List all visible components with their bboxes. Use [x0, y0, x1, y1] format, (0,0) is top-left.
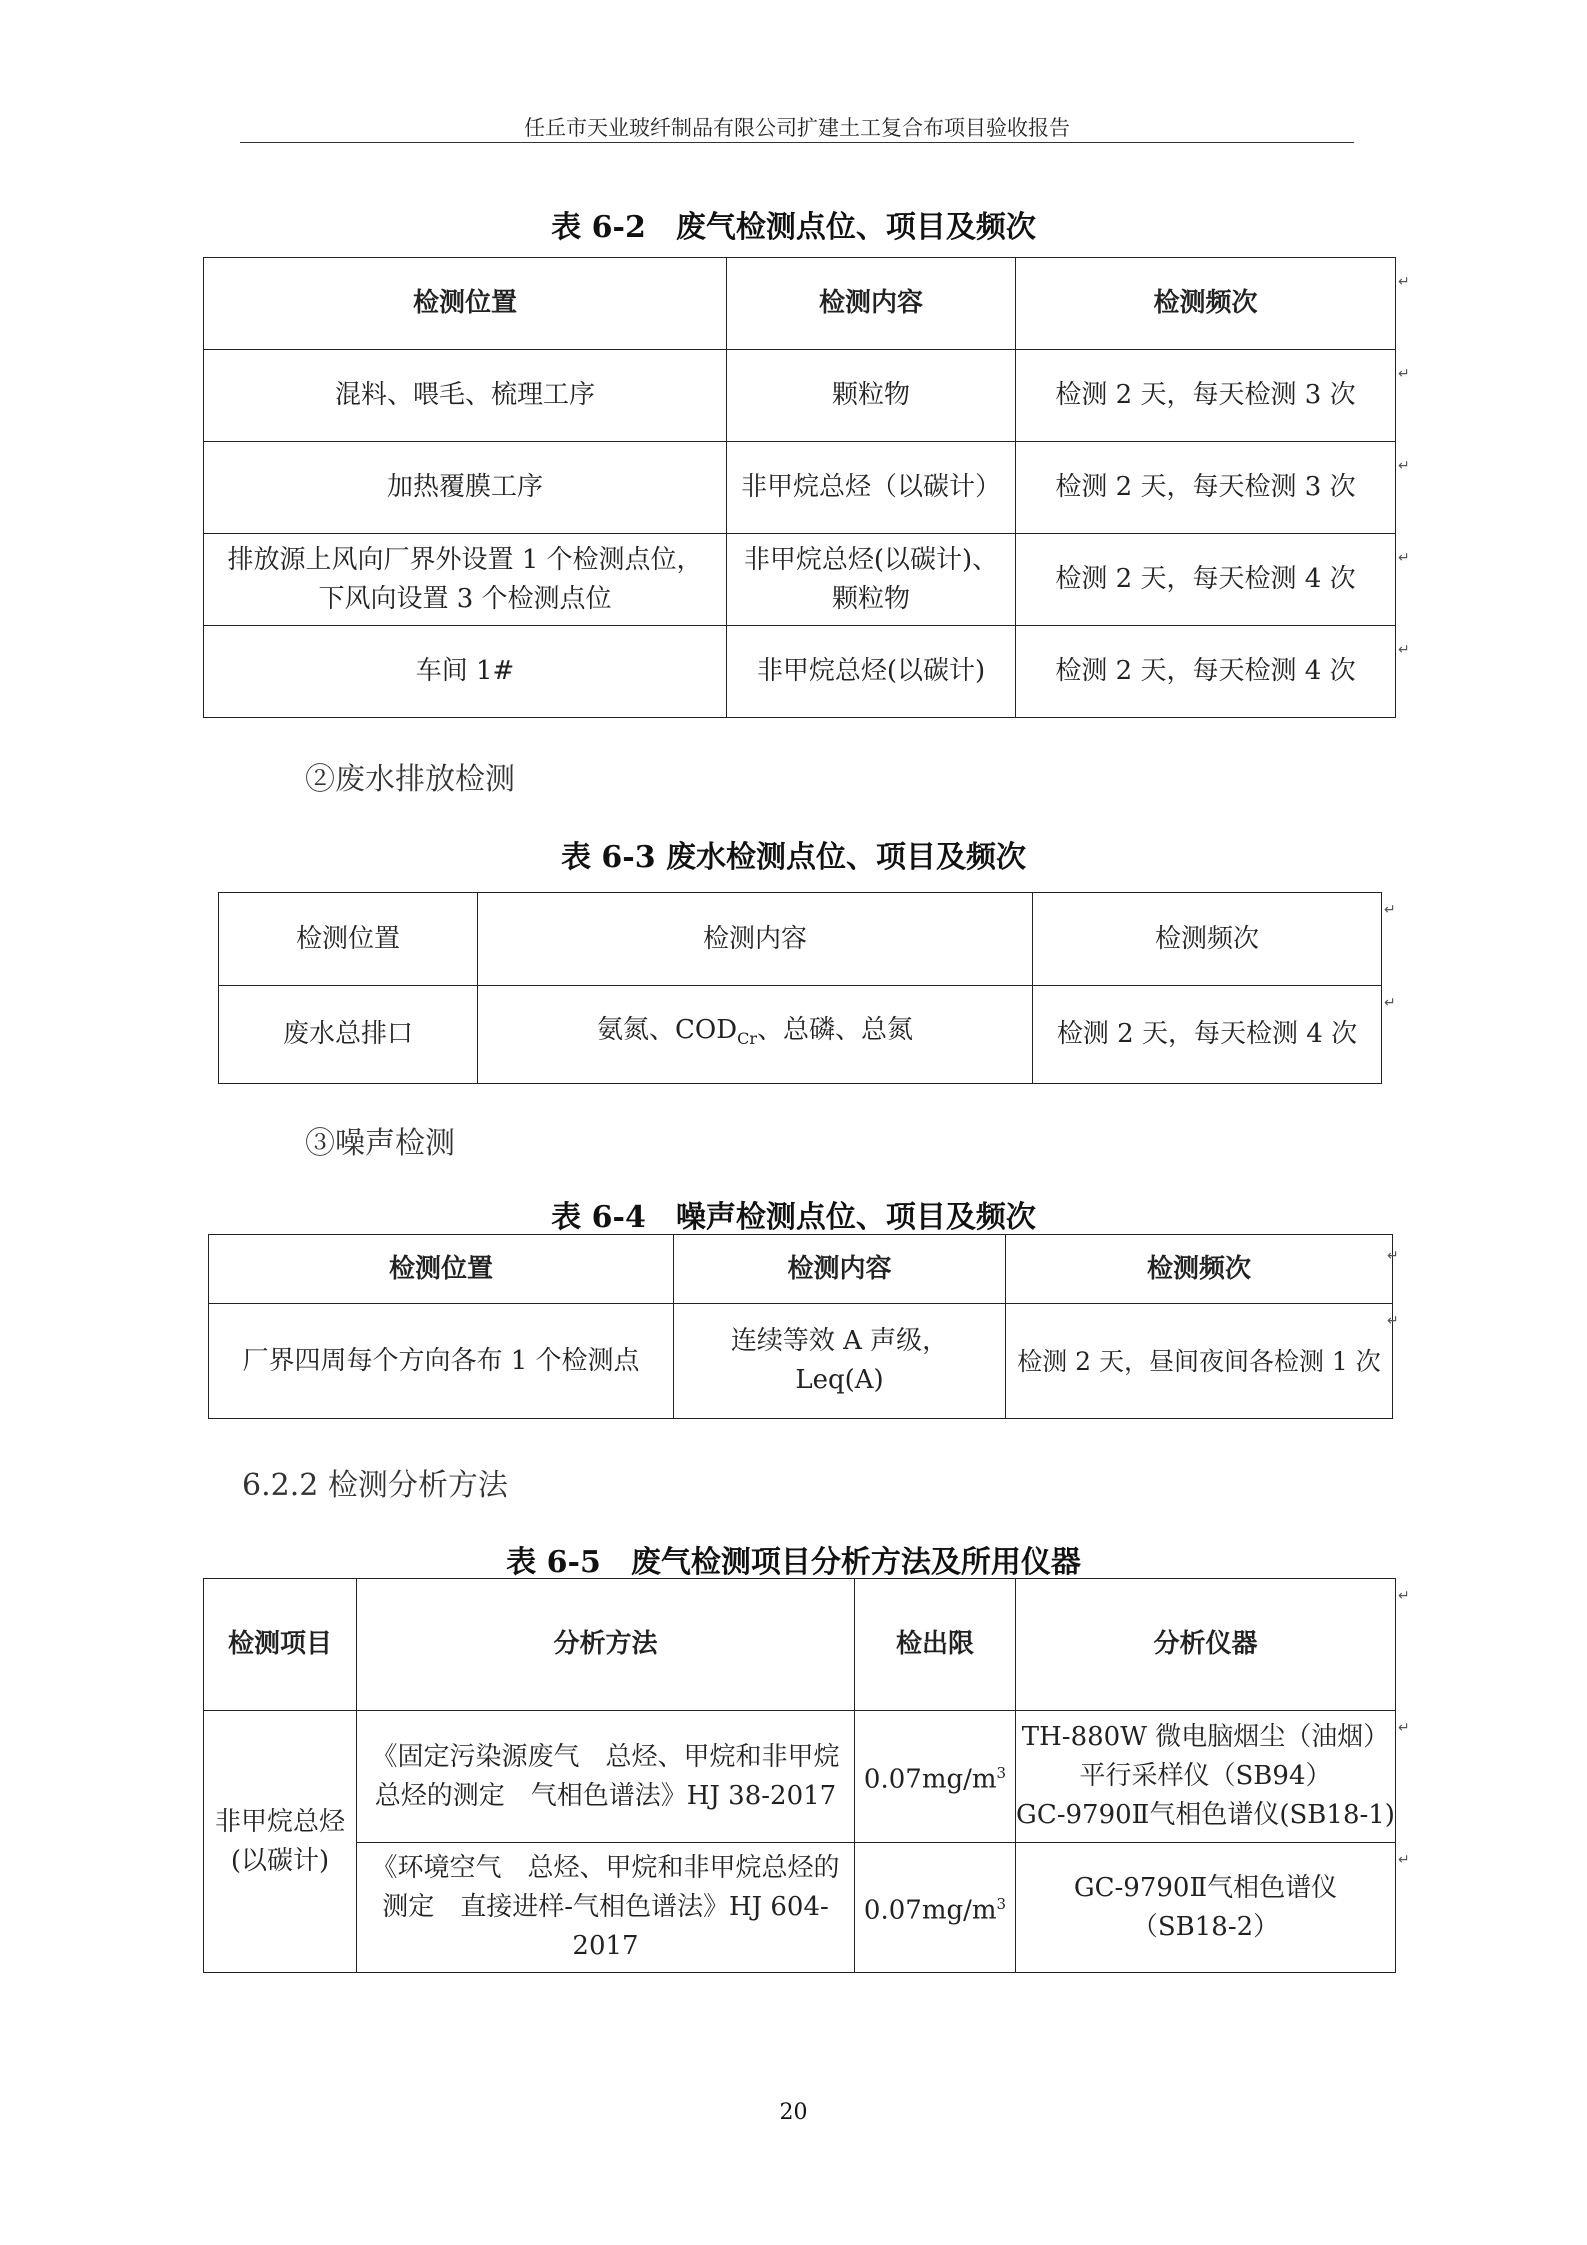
table-6-5-caption: 表 6-5 废气检测项目分析方法及所用仪器: [506, 1545, 1081, 1580]
cell-method-line2: 测定 直接进样-气相色谱法》HJ 604-2017: [382, 1892, 829, 1961]
cell-limit-superscript: 3: [996, 1763, 1007, 1782]
table-6-3: [218, 892, 1382, 1084]
running-header: 任丘市天业玻纤制品有限公司扩建土工复合布项目验收报告: [524, 116, 1070, 140]
cell-limit-text: 0.07mg/m: [863, 1764, 997, 1795]
table-header-row: [209, 1235, 1393, 1304]
header-method: 分析方法: [357, 1579, 855, 1711]
cell-instrument: [1016, 1843, 1396, 1973]
cell-method-line1: 《固定污染源废气 总烃、甲烷和非甲烷: [371, 1741, 840, 1772]
cell-instrument-line1: GC-9790Ⅱ气相色谱仪: [1073, 1872, 1338, 1903]
cell-end-mark: ↵: [1387, 1248, 1399, 1264]
table-row: [204, 1843, 1396, 1973]
table-6-4: [208, 1234, 1393, 1419]
cell-frequency: 检测 2 天，每天检测 4 次: [1016, 534, 1396, 626]
cell-content: 颗粒物: [727, 350, 1016, 442]
header-instrument: 分析仪器: [1016, 1579, 1396, 1711]
cell-end-mark: ↵: [1398, 1720, 1410, 1736]
cell-end-mark: ↵: [1398, 366, 1410, 382]
cell-content-line2: Leq(A): [795, 1365, 884, 1395]
cell-instrument-line3: GC-9790Ⅱ气相色谱仪(SB18-1): [1016, 1800, 1395, 1830]
cell-end-mark: ↵: [1398, 274, 1410, 290]
header-content: 检测内容: [478, 893, 1033, 986]
cell-end-mark: ↵: [1384, 995, 1396, 1011]
cell-instrument: [1016, 1711, 1396, 1843]
header-frequency: 检测频次: [1006, 1235, 1393, 1304]
table-6-2-caption: 表 6-2 废气检测点位、项目及频次: [551, 210, 1036, 245]
table-6-5: [203, 1578, 1396, 1973]
header-item: 检测项目: [204, 1579, 357, 1711]
cell-content-line1: 非甲烷总烃(以碳计)、: [743, 544, 999, 575]
cell-limit-superscript: 3: [996, 1894, 1007, 1913]
cell-location: [204, 534, 727, 626]
cell-end-mark: ↵: [1398, 1588, 1410, 1604]
cell-content-text: 氨氮、COD: [597, 1014, 738, 1045]
cell-content-text-tail: 、总磷、总氮: [756, 1014, 913, 1045]
cell-end-mark: ↵: [1398, 1852, 1410, 1868]
cell-item-line1: 非甲烷总烃: [214, 1806, 345, 1837]
table-6-2: [203, 257, 1396, 718]
header-location: 检测位置: [204, 258, 727, 350]
cell-content: 非甲烷总烃（以碳计）: [727, 442, 1016, 534]
cell-content: [478, 986, 1033, 1084]
header-limit: 检出限: [855, 1579, 1016, 1711]
cell-limit: [855, 1711, 1016, 1843]
cell-limit: [855, 1843, 1016, 1973]
header-location: 检测位置: [209, 1235, 674, 1304]
cell-content: 非甲烷总烃(以碳计): [727, 626, 1016, 718]
table-header-row: [204, 1579, 1396, 1711]
cell-location-line2: 下风向设置 3 个检测点位: [318, 583, 612, 614]
cell-location: 混料、喂毛、梳理工序: [204, 350, 727, 442]
cell-end-mark: ↵: [1398, 550, 1410, 566]
cell-content-line1: 连续等效 A 声级，: [730, 1326, 949, 1356]
table-6-3-caption: 表 6-3 废水检测点位、项目及频次: [560, 840, 1027, 875]
cell-content-subscript: Cr: [737, 1029, 757, 1049]
cell-location-line1: 排放源上风向厂界外设置 1 个检测点位，: [227, 544, 703, 575]
cell-end-mark: ↵: [1398, 642, 1410, 658]
table-row: [204, 1711, 1396, 1843]
header-rule: [240, 142, 1354, 143]
cell-method-line1: 《环境空气 总烃、甲烷和非甲烷总烃的: [371, 1853, 840, 1883]
cell-item-line2: (以碳计): [230, 1845, 330, 1876]
table-row: [204, 442, 1396, 534]
cell-content: [727, 534, 1016, 626]
cell-instrument-line1: TH-880W 微电脑烟尘（油烟）: [1021, 1722, 1390, 1752]
table-row: [219, 986, 1382, 1084]
table-header-row: [219, 893, 1382, 986]
cell-instrument-line2: 平行采样仪（SB94）: [1079, 1761, 1332, 1791]
section-heading-method: 6.2.2 检测分析方法: [242, 1468, 508, 1503]
cell-location: 车间 1#: [204, 626, 727, 718]
table-row: [204, 626, 1396, 718]
header-frequency: 检测频次: [1016, 258, 1396, 350]
table-row: [209, 1304, 1393, 1419]
cell-location: 废水总排口: [219, 986, 478, 1084]
header-content: 检测内容: [674, 1235, 1006, 1304]
table-row: [204, 534, 1396, 626]
cell-location: 加热覆膜工序: [204, 442, 727, 534]
cell-content-line2: 颗粒物: [831, 583, 910, 614]
header-content: 检测内容: [727, 258, 1016, 350]
cell-frequency: 检测 2 天，每天检测 3 次: [1016, 442, 1396, 534]
cell-item: [204, 1711, 357, 1973]
cell-limit-text: 0.07mg/m: [863, 1895, 997, 1926]
page-number: 20: [779, 2100, 808, 2125]
cell-frequency: 检测 2 天，昼间夜间各检测 1 次: [1006, 1304, 1393, 1419]
cell-content: [674, 1304, 1006, 1419]
cell-end-mark: ↵: [1387, 1313, 1399, 1329]
table-row: [204, 350, 1396, 442]
cell-frequency: 检测 2 天，每天检测 4 次: [1033, 986, 1382, 1084]
cell-frequency: 检测 2 天，每天检测 3 次: [1016, 350, 1396, 442]
section-heading-wastewater: ②废水排放检测: [305, 762, 515, 797]
cell-method: [357, 1843, 855, 1973]
cell-instrument-line2: （SB18-2）: [1131, 1911, 1280, 1942]
cell-end-mark: ↵: [1398, 458, 1410, 474]
cell-method-line2: 总烃的测定 气相色谱法》HJ 38-2017: [374, 1780, 837, 1811]
table-6-4-caption: 表 6-4 噪声检测点位、项目及频次: [551, 1200, 1036, 1235]
table-header-row: [204, 258, 1396, 350]
header-location: 检测位置: [219, 893, 478, 986]
cell-frequency: 检测 2 天，每天检测 4 次: [1016, 626, 1396, 718]
cell-location: 厂界四周每个方向各布 1 个检测点: [209, 1304, 674, 1419]
cell-method: [357, 1711, 855, 1843]
cell-end-mark: ↵: [1384, 902, 1396, 918]
section-heading-noise: ③噪声检测: [305, 1126, 455, 1161]
header-frequency: 检测频次: [1033, 893, 1382, 986]
